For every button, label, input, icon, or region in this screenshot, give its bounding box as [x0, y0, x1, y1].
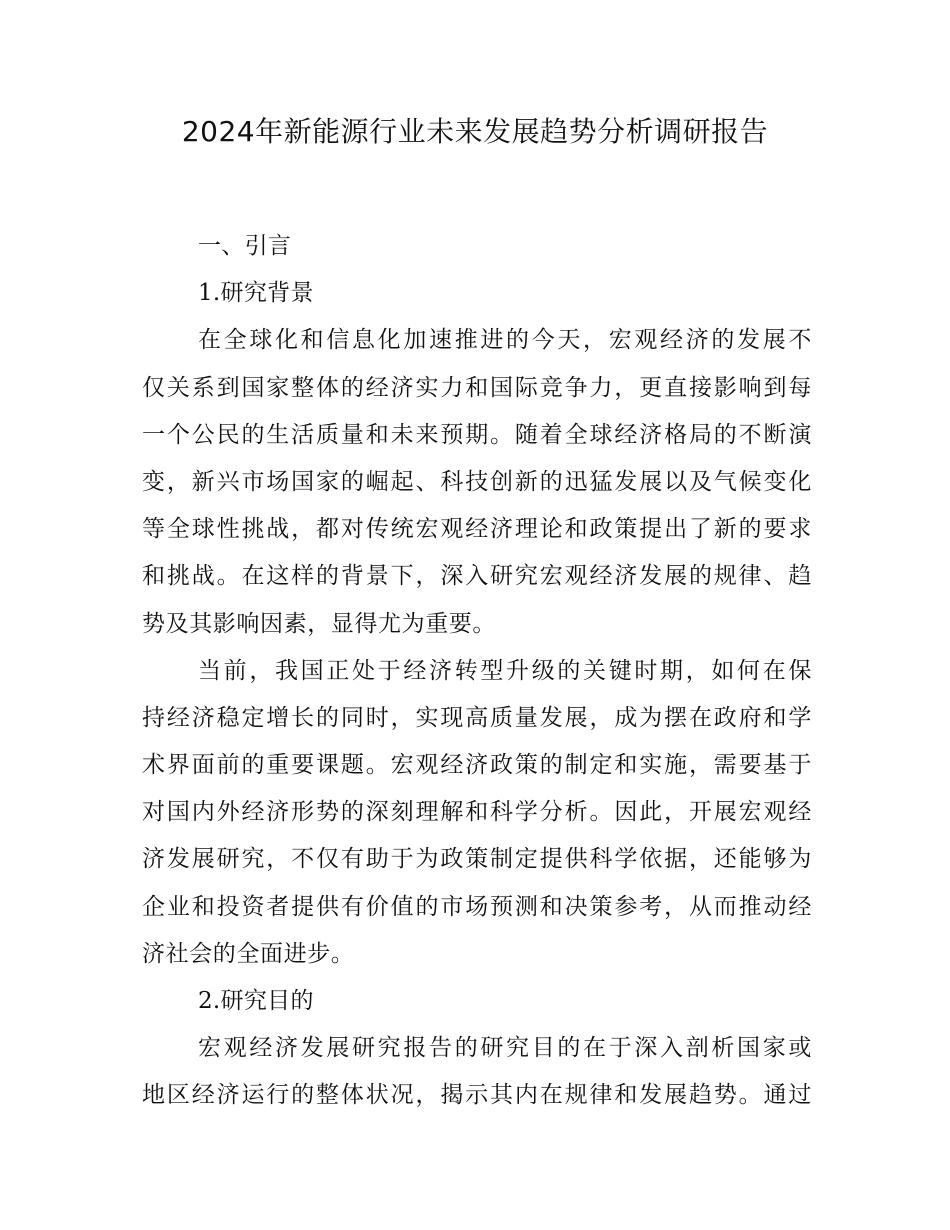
section-heading-introduction: 一、引言 [198, 233, 292, 259]
paragraph-line: 术界面前的重要课题。宏观经济政策的制定和实施，需要基于 [142, 752, 812, 779]
paragraph-line: 对国内外经济形势的深刻理解和科学分析。因此，开展宏观经 [142, 799, 812, 826]
paragraph-purpose [142, 1030, 812, 1113]
paragraph-line: 仅关系到国家整体的经济实力和国际竞争力，更直接影响到每 [142, 374, 812, 401]
paragraph-line: 和挑战。在这样的背景下，深入研究宏观经济发展的规律、趋 [142, 563, 812, 590]
subsection-heading-research-purpose: 2.研究目的 [198, 988, 314, 1014]
subsection-heading-research-background: 1.研究背景 [198, 280, 314, 307]
paragraph-line: 当前，我国正处于经济转型升级的关键时期，如何在保 [198, 657, 812, 684]
paragraph-line: 宏观经济发展研究报告的研究目的在于深入剖析国家或 [198, 1035, 812, 1062]
paragraph-background-1 [142, 322, 812, 641]
paragraph-background-2 [142, 653, 812, 972]
paragraph-line: 在全球化和信息化加速推进的今天，宏观经济的发展不 [198, 327, 812, 354]
paragraph-line: 济发展研究，不仅有助于为政策制定提供科学依据，还能够为 [142, 846, 812, 873]
paragraph-line: 持经济稳定增长的同时，实现高质量发展，成为摆在政府和学 [142, 704, 812, 731]
document-title: 2024年新能源行业未来发展趋势分析调研报告 [181, 115, 769, 148]
paragraph-line: 势及其影响因素，显得尤为重要。 [142, 610, 496, 637]
paragraph-line: 变，新兴市场国家的崛起、科技创新的迅猛发展以及气候变化 [142, 468, 812, 495]
paragraph-line: 等全球性挑战，都对传统宏观经济理论和政策提出了新的要求 [142, 516, 812, 543]
paragraph-line: 济社会的全面进步。 [142, 940, 355, 967]
paragraph-line: 一个公民的生活质量和未来预期。随着全球经济格局的不断演 [142, 421, 812, 448]
paragraph-line: 企业和投资者提供有价值的市场预测和决策参考，从而推动经 [142, 893, 812, 920]
document-body [142, 228, 812, 1125]
paragraph-line: 地区经济运行的整体状况，揭示其内在规律和发展趋势。通过 [142, 1082, 812, 1109]
